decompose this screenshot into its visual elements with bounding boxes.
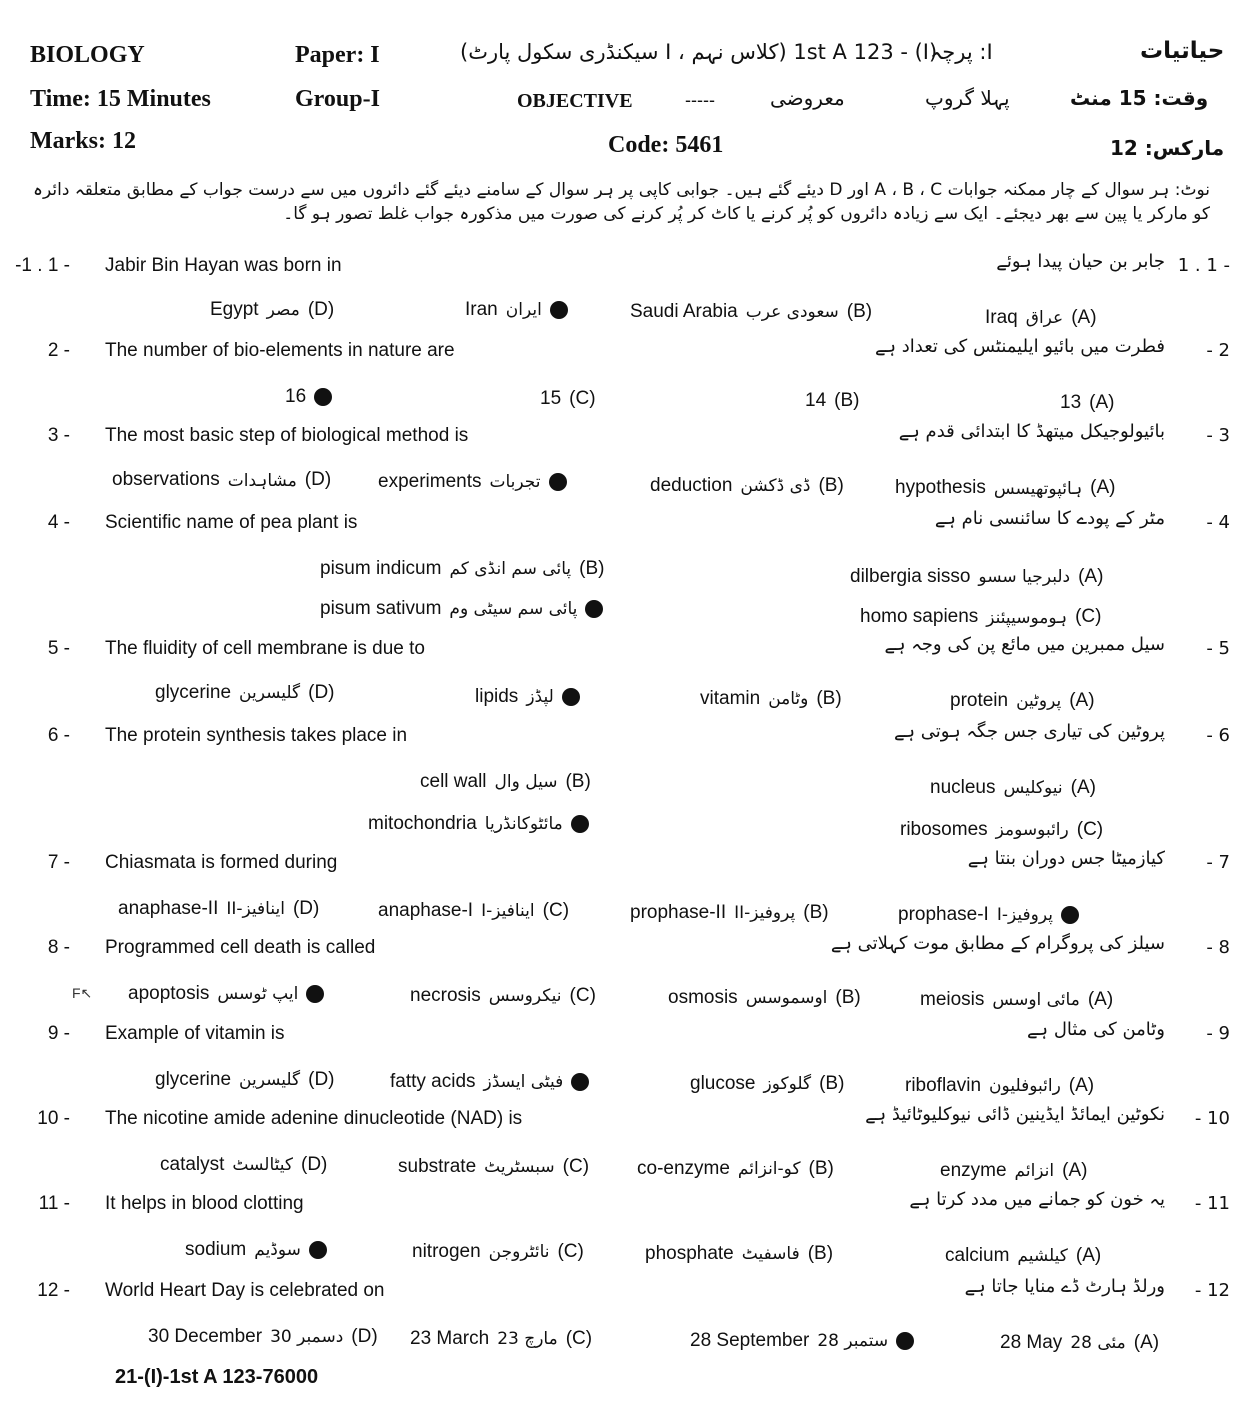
option-text: lipids bbox=[475, 686, 519, 707]
option-b bbox=[650, 475, 844, 497]
group-label: Group-I bbox=[295, 86, 380, 112]
option-letter bbox=[306, 983, 324, 1005]
question-number: 3 - bbox=[47, 425, 70, 446]
option-text: Egypt bbox=[210, 299, 259, 320]
question-text: The most basic step of biological method is bbox=[105, 425, 469, 446]
option-text-ur: ایران bbox=[505, 300, 542, 320]
question-number-ur: - 9 bbox=[1206, 1023, 1230, 1044]
option-letter: (D) bbox=[307, 299, 335, 320]
option-text-ur: مائی اوسس bbox=[992, 990, 1080, 1010]
option-text-ur: 28 ستمبر bbox=[817, 1331, 889, 1351]
instructions-note-ur: نوٹ: ہر سوال کے چار ممکنہ جوابات A ، B ، C اور D دیئے گئے ہیں۔ جوابی کاپی پر ہر سوال کے سامنے دیئے گئے دائروں میں سے درست جواب کے مطابق متعلقہ دائرہ کو مارکر یا پین سے بھر دیجئے۔ ایک سے زیادہ دائروں کو پُر کرنے یا کاٹ کر پُر کرنے کی صورت میں مذکورہ جواب غلط تصور ہو گا۔ bbox=[33, 180, 1210, 224]
option-text: glycerine bbox=[155, 1069, 232, 1090]
option-d bbox=[210, 299, 334, 321]
filled-bubble-icon bbox=[585, 600, 603, 618]
question-text: Example of vitamin is bbox=[105, 1023, 285, 1044]
time-label-ur: وقت: 15 منٹ bbox=[1070, 86, 1209, 110]
option-text-ur: 28 مئی bbox=[1070, 1333, 1126, 1353]
option-letter: (C) bbox=[1076, 819, 1104, 840]
option-text-ur: پروٹین bbox=[1016, 691, 1062, 711]
option-text-ur: عراق bbox=[1025, 308, 1064, 328]
option-text-ur: انزائم bbox=[1014, 1161, 1055, 1181]
question-text-ur: وٹامن کی مثال ہے bbox=[1027, 1019, 1165, 1040]
option-text: 16 bbox=[285, 386, 307, 407]
question-number-ur: - 7 bbox=[1206, 852, 1230, 873]
option-text: glycerine bbox=[155, 682, 232, 703]
option-letter: (B) bbox=[819, 1073, 845, 1094]
option-letter bbox=[1061, 904, 1079, 926]
option-text: Iran bbox=[465, 299, 498, 320]
question-text-ur: پروٹین کی تیاری جس جگہ ہوتی ہے bbox=[893, 721, 1165, 742]
option-letter bbox=[571, 1071, 589, 1093]
option-c bbox=[412, 1241, 584, 1263]
option-c bbox=[390, 1071, 589, 1093]
option-c bbox=[860, 606, 1101, 628]
question-text-ur: فطرت میں بائیو ایلیمنٹس کی تعداد ہے bbox=[874, 336, 1165, 357]
option-c bbox=[540, 388, 596, 410]
option-text: anaphase-II bbox=[118, 898, 219, 919]
option-d bbox=[155, 1069, 335, 1091]
option-text-ur: رائبوسومز bbox=[995, 820, 1069, 840]
option-text-ur: پائی سم انڈی کم bbox=[449, 559, 572, 579]
option-text-ur: گلیسرین bbox=[239, 683, 301, 703]
option-text: catalyst bbox=[160, 1154, 225, 1175]
option-text: protein bbox=[950, 690, 1009, 711]
option-text: vitamin bbox=[700, 688, 761, 709]
option-b bbox=[630, 301, 872, 323]
option-a bbox=[950, 690, 1095, 712]
paper-label: Paper: I bbox=[295, 42, 380, 68]
option-text: mitochondria bbox=[368, 813, 477, 834]
option-text-ur: لپڈز bbox=[526, 687, 554, 707]
option-text-ur: پائی سم سیٹی وم bbox=[449, 599, 578, 619]
option-a bbox=[985, 307, 1097, 329]
question-number: 9 - bbox=[47, 1023, 70, 1044]
filled-bubble-icon bbox=[314, 388, 332, 406]
question-number: 8 - bbox=[47, 937, 70, 958]
question-number: 11 - bbox=[38, 1193, 70, 1214]
option-letter: (A) bbox=[1133, 1332, 1160, 1353]
option-text: 30 December bbox=[148, 1326, 263, 1347]
option-text-ur: II-پروفیز bbox=[734, 903, 796, 923]
question-number: 2 - bbox=[47, 340, 70, 361]
option-text: anaphase-I bbox=[378, 900, 474, 921]
option-b bbox=[637, 1158, 834, 1180]
option-letter: (B) bbox=[834, 390, 860, 411]
option-text: 28 May bbox=[1000, 1332, 1063, 1353]
option-letter: (D) bbox=[301, 1154, 328, 1175]
option-letter: (C) bbox=[562, 1156, 590, 1177]
question-number-ur: - 5 bbox=[1206, 638, 1230, 659]
question-number: 7 - bbox=[47, 852, 70, 873]
option-letter bbox=[585, 598, 603, 620]
option-text-ur: سعودی عرب bbox=[745, 302, 839, 322]
subject-title: BIOLOGY bbox=[30, 42, 145, 68]
option-text: pisum indicum bbox=[320, 558, 442, 579]
question-number-ur: 1 . 1 - bbox=[1177, 255, 1230, 276]
option-text: 28 September bbox=[690, 1330, 810, 1351]
option-text-ur: ایپ ٹوسس bbox=[217, 984, 299, 1004]
option-letter: (B) bbox=[818, 475, 844, 496]
question-number-ur: - 12 bbox=[1194, 1280, 1230, 1301]
option-text-ur: ہوموسیپئنز bbox=[986, 607, 1068, 628]
option-text-ur: فیٹی ایسڈز bbox=[483, 1072, 564, 1092]
option-text: apoptosis bbox=[128, 983, 210, 1004]
question-text-ur: جابر بن حیان پیدا ہوئے bbox=[996, 251, 1165, 272]
question-number: 10 - bbox=[37, 1108, 70, 1129]
option-text-ur: کیلشیم bbox=[1017, 1246, 1068, 1266]
option-letter: (D) bbox=[304, 469, 332, 490]
question-number: 5 - bbox=[47, 638, 70, 659]
option-a bbox=[895, 477, 1116, 499]
question-text: Chiasmata is formed during bbox=[105, 852, 338, 873]
option-text-ur: رائبوفلیون bbox=[989, 1076, 1061, 1096]
option-text: homo sapiens bbox=[860, 606, 979, 627]
option-a bbox=[920, 989, 1113, 1011]
option-letter bbox=[571, 813, 589, 835]
question-number-ur: - 10 bbox=[1194, 1108, 1230, 1129]
option-b bbox=[805, 390, 859, 412]
group-label-ur: پہلا گروپ bbox=[925, 86, 1010, 110]
option-text: prophase-I bbox=[898, 904, 989, 925]
paper-footer-code: 21-(I)-1st A 123-76000 bbox=[115, 1366, 319, 1388]
option-a bbox=[930, 777, 1096, 799]
option-b bbox=[700, 688, 842, 710]
option-text-ur: نیوکلیس bbox=[1003, 778, 1063, 798]
option-a bbox=[945, 1245, 1101, 1267]
option-text: substrate bbox=[398, 1156, 477, 1177]
option-text-ur: سوڈیم bbox=[254, 1240, 301, 1260]
option-text-ur: دلبرجیا سسو bbox=[978, 567, 1071, 587]
option-d bbox=[320, 598, 603, 620]
option-text-ur: II-اینافیز bbox=[226, 899, 285, 919]
option-letter: (C) bbox=[565, 1328, 593, 1349]
option-c bbox=[900, 819, 1103, 841]
option-text: fatty acids bbox=[390, 1071, 476, 1092]
option-letter bbox=[314, 386, 332, 408]
option-d bbox=[112, 469, 331, 491]
question-number: -1 . 1 - bbox=[15, 255, 70, 276]
option-a bbox=[1060, 392, 1114, 414]
option-text: Saudi Arabia bbox=[630, 301, 738, 322]
option-letter: (A) bbox=[1090, 477, 1116, 498]
filled-bubble-icon bbox=[562, 688, 580, 706]
option-text: deduction bbox=[650, 475, 733, 496]
option-text-ur: سبسٹریٹ bbox=[484, 1157, 555, 1177]
option-letter bbox=[896, 1330, 914, 1352]
option-text-ur: کو-انزائم bbox=[737, 1159, 801, 1179]
option-text-ur: نائٹروجن bbox=[488, 1242, 550, 1262]
option-letter: (C) bbox=[569, 985, 596, 1006]
option-text: dilbergia sisso bbox=[850, 566, 971, 587]
option-text: necrosis bbox=[410, 985, 481, 1006]
question-text-ur: ورلڈ ہارٹ ڈے منایا جاتا ہے bbox=[964, 1276, 1165, 1297]
question-text-ur: نکوٹین ایمائڈ ایڈینین ڈائی نیوکلیوٹائیڈ ہے bbox=[865, 1104, 1165, 1125]
filled-bubble-icon bbox=[571, 1073, 589, 1091]
option-d bbox=[185, 1239, 327, 1261]
option-text-ur: 23 مارچ bbox=[497, 1329, 558, 1349]
question-text: Scientific name of pea plant is bbox=[105, 512, 358, 533]
option-text: observations bbox=[112, 469, 220, 490]
filled-bubble-icon bbox=[550, 301, 568, 319]
filled-bubble-icon bbox=[549, 473, 567, 491]
question-number-ur: - 3 bbox=[1206, 425, 1230, 446]
option-letter: (D) bbox=[351, 1326, 378, 1347]
option-letter: (B) bbox=[803, 902, 829, 923]
filled-bubble-icon bbox=[309, 1241, 327, 1259]
option-text-ur: ہائپوتھیسس bbox=[993, 478, 1083, 499]
option-letter: (D) bbox=[292, 898, 320, 919]
option-text: experiments bbox=[378, 471, 482, 492]
subject-title-ur: حیاتیات bbox=[1140, 38, 1225, 64]
option-text: osmosis bbox=[668, 987, 738, 1008]
question-number-ur: - 11 bbox=[1194, 1193, 1230, 1214]
option-text-ur: نیکروسس bbox=[488, 986, 562, 1006]
option-text: pisum sativum bbox=[320, 598, 442, 619]
option-text-ur: 30 دسمبر bbox=[270, 1327, 344, 1347]
option-text-ur: ڈی ڈکشن bbox=[740, 476, 811, 496]
option-text-ur: اوسموسس bbox=[745, 988, 828, 1008]
option-letter bbox=[550, 299, 568, 321]
option-text: Iraq bbox=[985, 307, 1018, 328]
option-d bbox=[285, 386, 332, 408]
question-text-ur: سیل ممبرین میں مائع پن کی وجہ ہے bbox=[884, 634, 1165, 655]
question-text: Jabir Bin Hayan was born in bbox=[105, 255, 342, 276]
centre-title: (سیکنڈری سکول پارٹ I ، کلاس نہم) 1st A 123 - (I) bbox=[460, 40, 938, 64]
option-text: prophase-II bbox=[630, 902, 727, 923]
option-b bbox=[668, 987, 861, 1009]
option-text: glucose bbox=[690, 1073, 756, 1094]
question-number-ur: - 8 bbox=[1206, 937, 1230, 958]
option-text: cell wall bbox=[420, 771, 487, 792]
objective-label-ur: معروضی bbox=[770, 86, 845, 110]
question-number: 6 - bbox=[47, 725, 70, 746]
option-b bbox=[690, 1330, 914, 1352]
question-number: 4 - bbox=[47, 512, 70, 533]
option-b bbox=[630, 902, 829, 924]
option-letter: (C) bbox=[569, 388, 596, 409]
question-text-ur: بائیولوجیکل میتھڈ کا ابتدائی قدم ہے bbox=[898, 421, 1165, 442]
option-text: ribosomes bbox=[900, 819, 988, 840]
option-text: hypothesis bbox=[895, 477, 986, 498]
option-text: 13 bbox=[1060, 392, 1082, 413]
question-number: 12 - bbox=[37, 1280, 70, 1301]
option-letter: (D) bbox=[308, 1069, 335, 1090]
option-d bbox=[148, 1326, 378, 1348]
option-text-ur: کیٹالسٹ bbox=[232, 1155, 293, 1175]
option-b bbox=[420, 771, 591, 793]
option-text-ur: فاسفیٹ bbox=[741, 1244, 800, 1264]
option-letter: (A) bbox=[1062, 1160, 1088, 1181]
marks-label-ur: مارکس: 12 bbox=[1110, 136, 1225, 160]
option-letter: (C) bbox=[557, 1241, 584, 1262]
option-a bbox=[898, 904, 1079, 926]
option-d bbox=[118, 898, 319, 920]
option-letter: (B) bbox=[565, 771, 591, 792]
question-number-ur: - 2 bbox=[1206, 340, 1230, 361]
option-letter: (B) bbox=[846, 301, 873, 322]
option-letter bbox=[549, 471, 567, 493]
option-letter: (D) bbox=[308, 682, 335, 703]
option-a bbox=[940, 1160, 1087, 1182]
option-text: phosphate bbox=[645, 1243, 734, 1264]
objective-label: OBJECTIVE bbox=[517, 90, 633, 112]
option-c bbox=[410, 1328, 592, 1350]
question-text: Programmed cell death is called bbox=[105, 937, 376, 958]
question-text: The nicotine amide adenine dinucleotide (NAD) is bbox=[105, 1108, 523, 1129]
question-text: The fluidity of cell membrane is due to bbox=[105, 638, 425, 659]
option-text: co-enzyme bbox=[637, 1158, 730, 1179]
filled-bubble-icon bbox=[571, 815, 589, 833]
option-text: meiosis bbox=[920, 989, 985, 1010]
option-letter: (C) bbox=[1075, 606, 1102, 627]
option-text: 15 bbox=[540, 388, 562, 409]
option-b bbox=[320, 558, 604, 580]
option-text-ur: مائٹوکانڈریا bbox=[484, 814, 563, 834]
question-text-ur: کیازمیٹا جس دوران بنتا ہے bbox=[967, 848, 1165, 869]
option-letter: (B) bbox=[808, 1158, 834, 1179]
option-text-ur: مشاہدات bbox=[227, 470, 297, 491]
question-text: The protein synthesis takes place in bbox=[105, 725, 408, 746]
option-text-ur: وٹامن bbox=[768, 689, 809, 709]
option-text-ur: مصر bbox=[266, 300, 300, 320]
option-c bbox=[475, 686, 580, 708]
option-letter: (C) bbox=[542, 900, 570, 921]
stray-mark: F↖ bbox=[72, 985, 93, 1001]
option-letter: (A) bbox=[1087, 989, 1114, 1010]
filled-bubble-icon bbox=[306, 985, 324, 1003]
question-text-ur: سیلز کی پروگرام کے مطابق موت کہلاتی ہے bbox=[830, 933, 1165, 954]
option-text-ur: گلوکوز bbox=[763, 1074, 812, 1094]
question-text: The number of bio-elements in nature are bbox=[105, 340, 455, 361]
option-c bbox=[398, 1156, 589, 1178]
option-letter: (A) bbox=[1069, 690, 1095, 711]
option-text-ur: گلیسرین bbox=[239, 1070, 301, 1090]
question-text-ur: مٹر کے پودے کا سائنسی نام ہے bbox=[934, 508, 1165, 529]
option-letter: (B) bbox=[835, 987, 861, 1008]
option-d bbox=[160, 1154, 327, 1176]
option-text-ur: I-پروفیز bbox=[996, 905, 1053, 925]
option-letter: (B) bbox=[807, 1243, 834, 1264]
question-text-ur: یہ خون کو جمانے میں مدد کرتا ہے bbox=[909, 1189, 1165, 1210]
paper-label-ur: I: پرچہ bbox=[930, 40, 993, 64]
option-text: calcium bbox=[945, 1245, 1010, 1266]
option-letter: (B) bbox=[579, 558, 605, 579]
option-a bbox=[850, 566, 1103, 588]
question-text: It helps in blood clotting bbox=[105, 1193, 304, 1214]
option-text: riboflavin bbox=[905, 1075, 982, 1096]
option-c bbox=[410, 985, 596, 1007]
option-letter: (A) bbox=[1071, 307, 1097, 328]
option-b bbox=[690, 1073, 844, 1095]
option-text: nitrogen bbox=[412, 1241, 481, 1262]
option-text-ur: تجربات bbox=[489, 472, 541, 492]
option-letter bbox=[309, 1239, 327, 1261]
filled-bubble-icon bbox=[896, 1332, 914, 1350]
question-text: World Heart Day is celebrated on bbox=[105, 1280, 385, 1301]
option-letter bbox=[562, 686, 580, 708]
option-letter: (A) bbox=[1075, 1245, 1102, 1266]
option-d bbox=[368, 813, 589, 835]
option-letter: (A) bbox=[1068, 1075, 1095, 1096]
option-d bbox=[128, 983, 324, 1005]
option-c bbox=[378, 471, 567, 493]
option-text: sodium bbox=[185, 1239, 247, 1260]
question-number-ur: - 6 bbox=[1206, 725, 1230, 746]
code-label: Code: 5461 bbox=[608, 132, 724, 158]
option-a bbox=[905, 1075, 1094, 1097]
option-letter: (A) bbox=[1078, 566, 1104, 587]
option-letter: (A) bbox=[1089, 392, 1115, 413]
option-text: 14 bbox=[805, 390, 827, 411]
marks-label: Marks: 12 bbox=[30, 128, 136, 154]
filled-bubble-icon bbox=[1061, 906, 1079, 924]
option-text-ur: I-اینافیز bbox=[481, 901, 535, 921]
option-letter: (A) bbox=[1070, 777, 1096, 798]
option-a bbox=[1000, 1332, 1159, 1354]
option-d bbox=[155, 682, 335, 704]
option-c bbox=[465, 299, 568, 321]
option-c bbox=[378, 900, 569, 922]
question-number-ur: - 4 bbox=[1206, 512, 1230, 533]
option-text: enzyme bbox=[940, 1160, 1007, 1181]
option-text: 23 March bbox=[410, 1328, 490, 1349]
time-label: Time: 15 Minutes bbox=[30, 86, 211, 112]
option-text: nucleus bbox=[930, 777, 996, 798]
option-b bbox=[645, 1243, 833, 1265]
option-text-ur: سیل وال bbox=[494, 772, 558, 792]
option-letter: (B) bbox=[816, 688, 842, 709]
dash-separator: ----- bbox=[685, 90, 715, 110]
